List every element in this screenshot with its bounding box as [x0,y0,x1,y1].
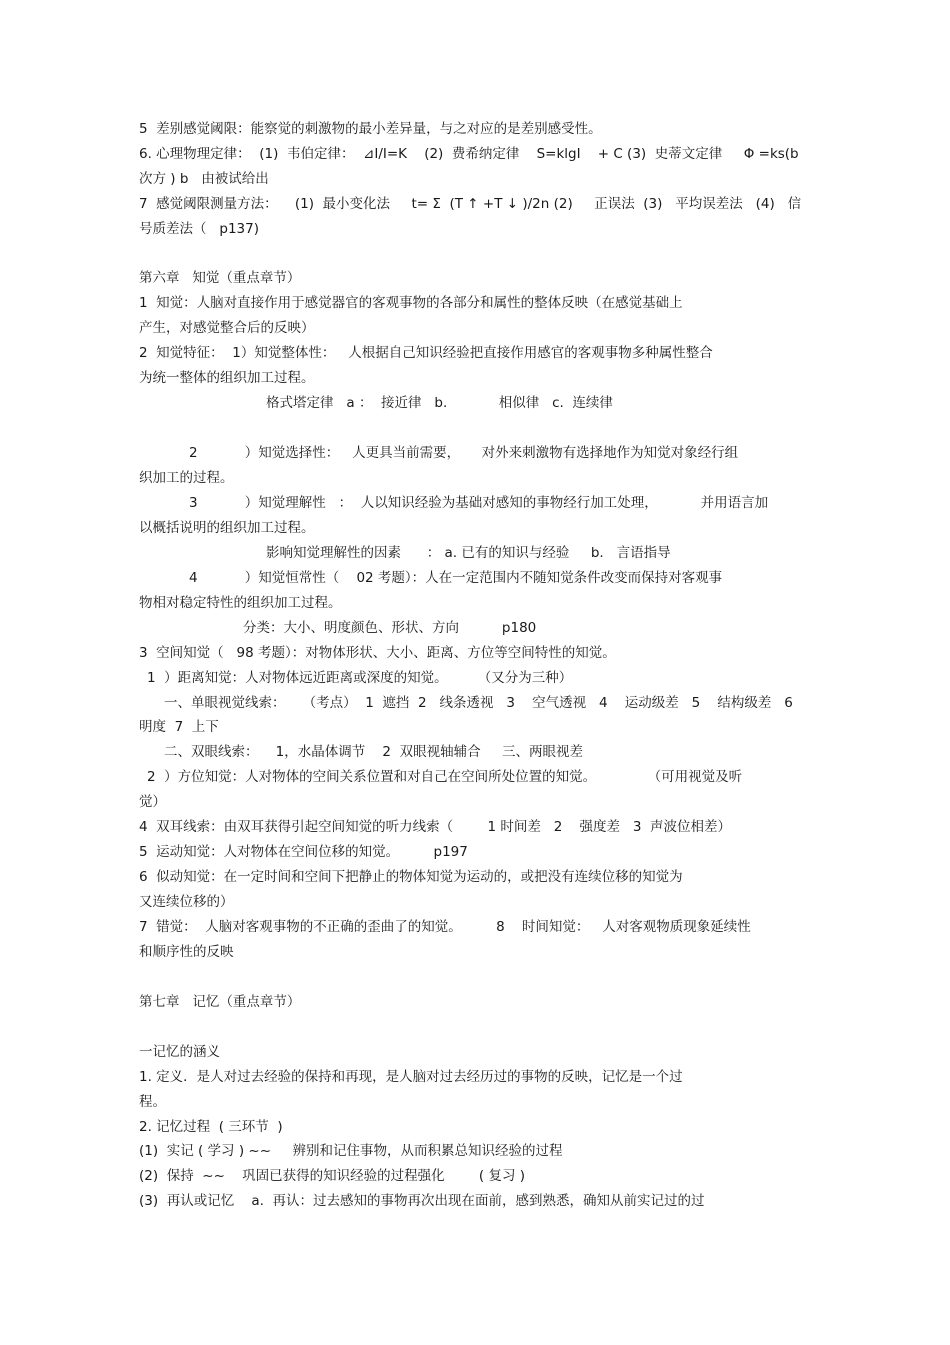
text-line: 3 ）知觉理解性 ： 人以知识经验为基础对感知的事物经行加工处理， 并用语言加 [189,495,769,511]
text-line: 2 知觉特征： 1）知觉整体性： 人根据自己知识经验把直接作用感官的客观事物多种属性整合 [139,345,713,361]
text-line: 5 运动知觉：人对物体在空间位移的知觉。 p197 [139,844,468,860]
text-line: 1 ）距离知觉：人对物体远近距离或深度的知觉。 （又分为三种） [147,670,573,686]
text-line: 织加工的过程。 [139,470,234,486]
text-line: 格式塔定律 a ： 接近律 b. 相似律 c. 连续律 [266,395,613,411]
text-line: 5 差别感觉阈限：能察觉的刺激物的最小差异量，与之对应的是差别感受性。 [139,121,602,137]
text-line: (1) 实记 ( 学习 ) ~~ 辨别和记住事物，从而积累总知识经验的过程 [139,1143,563,1159]
text-line: 物相对稳定特性的组织加工过程。 [139,595,342,611]
text-line: 一、单眼视觉线索： （考点） 1 遮挡 2 线条透视 3 空气透视 4 运动级差 5 结构级差 6 [164,695,793,711]
text-line: 3 空间知觉（ 98 考题）：对物体形状、大小、距离、方位等空间特性的知觉。 [139,645,616,661]
text-line: 6 似动知觉：在一定时间和空间下把静止的物体知觉为运动的，或把没有连续位移的知觉为 [139,869,683,885]
text-line: (3) 再认或记忆 a. 再认：过去感知的事物再次出现在面前，感到熟悉，确知从前实记过的过 [139,1193,705,1209]
text-line: 1. 定义．是人对过去经验的保持和再现，是人脑对过去经历过的事物的反映，记忆是一个过 [139,1069,683,1085]
text-line: 觉） [139,794,166,810]
text-line: 2 ）知觉选择性： 人更具当前需要， 对外来刺激物有选择地作为知觉对象经行组 [189,445,739,461]
text-line: 又连续位移的） [139,894,234,910]
text-line: 为统一整体的组织加工过程。 [139,370,315,386]
text-line: 分类：大小、明度颜色、形状、方向 p180 [243,620,537,636]
text-line: 4 双耳线索：由双耳获得引起空间知觉的听力线索（ 1 时间差 2 强度差 3 声波位相差） [139,819,732,835]
text-line: 4 ）知觉恒常性（ 02 考题）：人在一定范围内不随知觉条件改变而保持对客观事 [189,570,723,586]
text-line: 号质差法（ p137) [139,221,259,237]
text-line: (2) 保持 ~~ 巩固已获得的知识经验的过程强化 ( 复习 ) [139,1168,526,1184]
text-line: 1 知觉：人脑对直接作用于感觉器官的客观事物的各部分和属性的整体反映（在感觉基础上 [139,295,683,311]
text-line: 影响知觉理解性的因素 ： a. 已有的知识与经验 b. 言语指导 [266,545,671,561]
text-line: 2 ）方位知觉：人对物体的空间关系位置和对自己在空间所处位置的知觉。 （可用视觉及听 [147,769,743,785]
chapter-heading: 第七章 记忆（重点章节） [139,994,301,1010]
chapter-heading: 第六章 知觉（重点章节） [139,270,301,286]
text-line: 产生，对感觉整合后的反映） [139,320,315,336]
text-line: 以概括说明的组织加工过程。 [139,520,315,536]
text-line: 7 感觉阈限测量方法： (1) 最小变化法 t= Σ (T ↑ +T ↓ )/2n (2) 正误法 (3) 平均误差法 (4) 信 [139,196,802,212]
text-line: 次方 ) b 由被试给出 [139,171,269,187]
text-line: 7 错觉： 人脑对客观事物的不正确的歪曲了的知觉。 8 时间知觉： 人对客观物质现象延续性 [139,919,751,935]
text-line: 2. 记忆过程 ( 三环节 ) [139,1119,283,1135]
text-line: 和顺序性的反映 [139,944,234,960]
text-line: 明度 7 上下 [139,719,219,735]
text-line: 6. 心理物理定律： (1) 韦伯定律： ⊿I/I=K (2) 费希纳定律 S=klgI + C (3) 史蒂文定律 Φ =ks(b [139,146,799,162]
text-line: 程。 [139,1094,166,1110]
text-line: 二、双眼线索： 1，水晶体调节 2 双眼视轴辅合 三、两眼视差 [164,744,584,760]
section-heading: 一记忆的涵义 [139,1044,220,1060]
